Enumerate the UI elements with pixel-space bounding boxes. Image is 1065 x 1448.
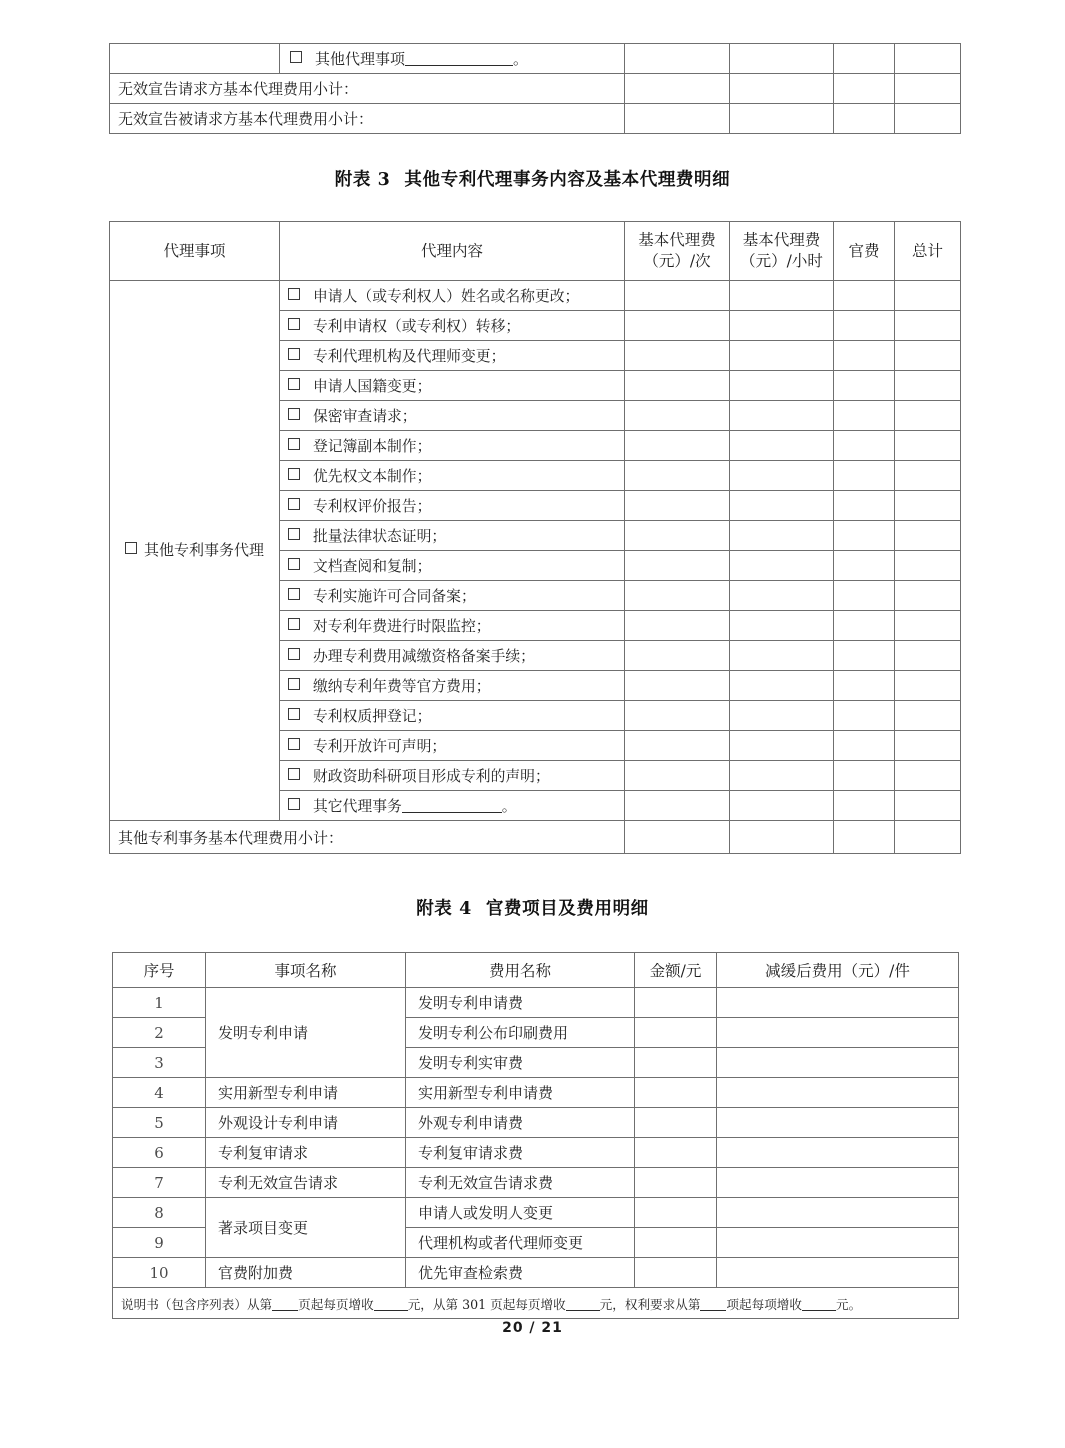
basic-fee-per-hour-cell[interactable]: [730, 641, 834, 671]
table3-item-cell: [280, 611, 625, 641]
basic-fee-per-time-cell[interactable]: [625, 551, 730, 581]
table4-reduced-fee-cell[interactable]: [717, 1228, 959, 1258]
table3-item-cell: [280, 491, 625, 521]
table4-matter-name-cell: 专利无效宣告请求: [206, 1168, 406, 1198]
basic-fee-per-time-cell[interactable]: [625, 791, 730, 821]
table4-reduced-fee-cell[interactable]: [717, 1168, 959, 1198]
basic-fee-per-hour-cell[interactable]: [730, 671, 834, 701]
table-row: [113, 988, 959, 1018]
total-cell[interactable]: [895, 431, 961, 461]
table4-fee-name-cell: 优先审查检索费: [406, 1258, 635, 1288]
checkbox-unchecked-icon[interactable]: [290, 51, 302, 63]
table3-item-cell: [280, 791, 625, 821]
total-cell[interactable]: [895, 521, 961, 551]
basic-fee-per-time-cell[interactable]: [625, 281, 730, 311]
official-fee-cell[interactable]: [834, 431, 895, 461]
table-continuation-invalidation: [109, 43, 961, 134]
table4-matter-name-cell: 专利复审请求: [206, 1138, 406, 1168]
item-terminator: 。: [513, 50, 529, 68]
total-cell[interactable]: [895, 281, 961, 311]
table3-item-label: 专利权评价报告；: [313, 498, 432, 515]
table4-fee-name-cell: 申请人或发明人变更: [406, 1198, 635, 1228]
table4-index-cell: 4: [113, 1078, 206, 1108]
official-fee-cell[interactable]: [834, 311, 895, 341]
fill-in-blank[interactable]: [402, 812, 502, 813]
total-cell[interactable]: [895, 581, 961, 611]
table4-amount-cell[interactable]: [635, 1258, 717, 1288]
table4-fee-name-cell: 发明专利申请费: [406, 988, 635, 1018]
total-cell[interactable]: [895, 341, 961, 371]
table4-header-matter-name: 事项名称: [206, 953, 406, 988]
basic-fee-per-time-cell[interactable]: [625, 431, 730, 461]
table3-header-official-fee: 官费: [834, 222, 895, 281]
official-fee-cell[interactable]: [834, 371, 895, 401]
checkbox-unchecked-icon[interactable]: [288, 648, 300, 660]
checkbox-unchecked-icon[interactable]: [288, 378, 300, 390]
table4-amount-cell[interactable]: [635, 1018, 717, 1048]
basic-fee-per-hour-cell[interactable]: [730, 281, 834, 311]
official-fee-cell[interactable]: [834, 581, 895, 611]
table3-category-cell: [110, 281, 280, 821]
basic-fee-per-time-cell[interactable]: [625, 611, 730, 641]
total-cell[interactable]: [895, 74, 961, 104]
official-fee-cell[interactable]: [834, 341, 895, 371]
basic-fee-per-time-cell[interactable]: [625, 671, 730, 701]
table3-item-label: 优先权文本制作；: [313, 468, 432, 485]
table4-fee-name-cell: 实用新型专利申请费: [406, 1078, 635, 1108]
table4-header-row: [113, 953, 959, 988]
table4-note-row: [113, 1288, 959, 1319]
table3-category-label: 其他专利事务代理: [143, 541, 264, 560]
table4-index-cell: 2: [113, 1018, 206, 1048]
table3-caption-title: 其他专利代理事务内容及基本代理费明细: [404, 170, 731, 190]
table3-item-cell: [280, 521, 625, 551]
table4-matter-name-cell: 外观设计专利申请: [206, 1108, 406, 1138]
basic-fee-per-time-cell[interactable]: [625, 371, 730, 401]
total-cell[interactable]: [895, 461, 961, 491]
basic-fee-per-hour-cell[interactable]: [730, 521, 834, 551]
official-fee-cell[interactable]: [834, 401, 895, 431]
table3-item-cell: [280, 281, 625, 311]
table-row: [110, 44, 961, 74]
checkbox-unchecked-icon[interactable]: [288, 708, 300, 720]
header-line-1: 基本代理费: [638, 231, 716, 250]
table4-amount-cell[interactable]: [635, 1138, 717, 1168]
fill-in-blank[interactable]: [374, 1310, 408, 1311]
table-row: [110, 281, 961, 311]
table4-reduced-fee-cell[interactable]: [717, 1078, 959, 1108]
note-part-3: 元，从第 301 页起每页增收: [407, 1296, 566, 1312]
total-cell[interactable]: [895, 731, 961, 761]
total-cell[interactable]: [895, 791, 961, 821]
table3-item-label: 专利实施许可合同备案；: [313, 588, 476, 605]
basic-fee-per-hour-cell[interactable]: [730, 491, 834, 521]
table4-header-amount: 金额/元: [635, 953, 717, 988]
basic-fee-per-hour-cell[interactable]: [730, 341, 834, 371]
table3-item-cell: [280, 401, 625, 431]
basic-fee-per-time-cell[interactable]: [625, 461, 730, 491]
table4-index-cell: 3: [113, 1048, 206, 1078]
table4-index-cell: 8: [113, 1198, 206, 1228]
fill-in-blank[interactable]: [405, 65, 513, 66]
checkbox-unchecked-icon[interactable]: [288, 438, 300, 450]
table3-item-label: 保密审查请求；: [313, 408, 417, 425]
table4-header-fee-name: 费用名称: [406, 953, 635, 988]
table4-reduced-fee-cell[interactable]: [717, 1138, 959, 1168]
page-number: 20 / 21: [502, 1320, 563, 1336]
basic-fee-per-hour-cell[interactable]: [730, 611, 834, 641]
official-fee-cell[interactable]: [834, 551, 895, 581]
basic-fee-per-time-cell[interactable]: [625, 401, 730, 431]
note-part-5: 项起每项增收: [726, 1296, 802, 1312]
total-cell[interactable]: [895, 671, 961, 701]
table4-index-cell: 9: [113, 1228, 206, 1258]
official-fee-cell[interactable]: [834, 104, 895, 134]
basic-fee-per-time-cell[interactable]: [625, 44, 730, 74]
official-fee-cell[interactable]: [834, 641, 895, 671]
table3-item-cell: [280, 461, 625, 491]
official-fee-cell[interactable]: [834, 44, 895, 74]
total-cell[interactable]: [895, 551, 961, 581]
basic-fee-per-time-cell[interactable]: [625, 761, 730, 791]
table4-header-reduced-fee: 减缓后费用（元）/件: [717, 953, 959, 988]
table4-index-cell: 10: [113, 1258, 206, 1288]
item-terminator: 。: [501, 798, 517, 815]
table3-other-patent-agency-matters: [109, 221, 961, 854]
official-fee-cell[interactable]: [834, 821, 895, 854]
table-row: [113, 1258, 959, 1288]
checkbox-unchecked-icon[interactable]: [288, 738, 300, 750]
basic-fee-per-hour-cell[interactable]: [730, 581, 834, 611]
header-line-1: 基本代理费: [742, 231, 821, 250]
official-fee-cell[interactable]: [834, 281, 895, 311]
basic-fee-per-hour-cell[interactable]: [730, 74, 834, 104]
checkbox-unchecked-icon[interactable]: [288, 348, 300, 360]
table3-item-label: 专利权质押登记；: [313, 708, 432, 725]
table3-item-label: 申请人（或专利权人）姓名或名称更改；: [313, 288, 580, 305]
table4-amount-cell[interactable]: [635, 1168, 717, 1198]
basic-fee-per-time-cell[interactable]: [625, 581, 730, 611]
total-cell[interactable]: [895, 371, 961, 401]
top-table-category-cell: [110, 44, 280, 74]
table3-item-cell: [280, 431, 625, 461]
table4-fee-name-cell: 发明专利公布印刷费用: [406, 1018, 635, 1048]
table4-amount-cell[interactable]: [635, 1228, 717, 1258]
basic-fee-per-hour-cell[interactable]: [730, 431, 834, 461]
subtotal-label-requester: 无效宣告请求方基本代理费用小计：: [110, 74, 625, 104]
basic-fee-per-hour-cell[interactable]: [730, 551, 834, 581]
table4-header-index: 序号: [113, 953, 206, 988]
note-part-2: 页起每页增收: [298, 1296, 374, 1312]
table-row: [110, 104, 961, 134]
table3-header-fee-per-time: [625, 222, 730, 281]
table4-amount-cell[interactable]: [635, 1048, 717, 1078]
table4-caption-title: 官费项目及费用明细: [485, 899, 649, 919]
table3-item-cell: [280, 671, 625, 701]
total-cell[interactable]: [895, 641, 961, 671]
note-part-1: 说明书（包含序列表）从第: [121, 1296, 273, 1312]
table3-item-label: 专利开放许可声明；: [313, 738, 447, 755]
table3-item-cell: [280, 761, 625, 791]
table3-item-cell: [280, 731, 625, 761]
basic-fee-per-time-cell[interactable]: [625, 641, 730, 671]
table4-official-fee-items: [112, 952, 959, 1319]
official-fee-cell[interactable]: [834, 701, 895, 731]
total-cell[interactable]: [895, 491, 961, 521]
table3-header-fee-per-hour: [730, 222, 834, 281]
table4-fee-name-cell: 专利无效宣告请求费: [406, 1168, 635, 1198]
basic-fee-per-hour-cell[interactable]: [730, 791, 834, 821]
basic-fee-per-hour-cell[interactable]: [730, 731, 834, 761]
checkbox-unchecked-icon[interactable]: [288, 678, 300, 690]
table4-index-cell: 5: [113, 1108, 206, 1138]
table3-item-cell: [280, 551, 625, 581]
table3-item-cell: [280, 701, 625, 731]
table4-caption: [0, 895, 1065, 920]
table3-item-label: 专利代理机构及代理师变更；: [313, 348, 506, 365]
total-cell[interactable]: [895, 401, 961, 431]
checkbox-unchecked-icon[interactable]: [288, 468, 300, 480]
fill-in-blank[interactable]: [802, 1310, 836, 1311]
table4-fee-name-cell: 发明专利实审费: [406, 1048, 635, 1078]
table4-reduced-fee-cell[interactable]: [717, 1258, 959, 1288]
table3-item-label: 办理专利费用减缴资格备案手续；: [313, 648, 535, 665]
basic-fee-per-time-cell[interactable]: [625, 701, 730, 731]
table4-note-cell: [113, 1288, 959, 1319]
official-fee-cell[interactable]: [834, 491, 895, 521]
table4-index-cell: 7: [113, 1168, 206, 1198]
checkbox-unchecked-icon[interactable]: [288, 618, 300, 630]
table3-subtotal-row: [110, 821, 961, 854]
top-table-item-label: 其他代理事项: [315, 50, 406, 68]
basic-fee-per-hour-cell[interactable]: [730, 701, 834, 731]
table3-item-label: 文档查阅和复制；: [313, 558, 432, 575]
fill-in-blank[interactable]: [700, 1310, 726, 1311]
total-cell[interactable]: [895, 611, 961, 641]
header-line-2: （元）/小时: [740, 252, 823, 270]
table-row: [113, 1198, 959, 1228]
basic-fee-per-hour-cell[interactable]: [730, 44, 834, 74]
fill-in-blank[interactable]: [566, 1310, 600, 1311]
checkbox-unchecked-icon[interactable]: [288, 588, 300, 600]
table3-item-cell: [280, 311, 625, 341]
fill-in-blank[interactable]: [272, 1310, 298, 1311]
checkbox-unchecked-icon[interactable]: [288, 498, 300, 510]
table4-fee-name-cell: 专利复审请求费: [406, 1138, 635, 1168]
table3-item-label: 专利申请权（或专利权）转移；: [313, 318, 521, 335]
checkbox-unchecked-icon[interactable]: [288, 408, 300, 420]
table4-reduced-fee-cell[interactable]: [717, 988, 959, 1018]
table3-item-cell: [280, 341, 625, 371]
total-cell[interactable]: [895, 761, 961, 791]
table4-matter-name-cell: 著录项目变更: [206, 1198, 406, 1258]
table4-fee-name-cell: 外观专利申请费: [406, 1108, 635, 1138]
table4-reduced-fee-cell[interactable]: [717, 1018, 959, 1048]
official-fee-cell[interactable]: [834, 761, 895, 791]
basic-fee-per-time-cell[interactable]: [625, 104, 730, 134]
official-fee-cell[interactable]: [834, 461, 895, 491]
table3-item-label: 财政资助科研项目形成专利的声明；: [313, 768, 550, 785]
table3-header-content: 代理内容: [280, 222, 625, 281]
table4-index-cell: 1: [113, 988, 206, 1018]
table3-item-label: 缴纳专利年费等官方费用；: [313, 678, 491, 695]
note-part-4: 元，权利要求从第: [599, 1296, 701, 1312]
basic-fee-per-time-cell[interactable]: [625, 521, 730, 551]
table3-item-cell: [280, 641, 625, 671]
table4-reduced-fee-cell[interactable]: [717, 1048, 959, 1078]
table3-header-total: 总计: [895, 222, 961, 281]
basic-fee-per-time-cell[interactable]: [625, 731, 730, 761]
total-cell[interactable]: [895, 44, 961, 74]
basic-fee-per-time-cell[interactable]: [625, 821, 730, 854]
table3-subtotal-label: 其他专利事务基本代理费用小计：: [110, 821, 625, 854]
table4-reduced-fee-cell[interactable]: [717, 1198, 959, 1228]
table-row: [113, 1138, 959, 1168]
basic-fee-per-time-cell[interactable]: [625, 491, 730, 521]
table3-item-label: 其它代理事务: [313, 798, 402, 815]
table3-caption: [0, 166, 1065, 191]
table-row: [113, 1168, 959, 1198]
basic-fee-per-hour-cell[interactable]: [730, 761, 834, 791]
checkbox-unchecked-icon[interactable]: [125, 542, 137, 554]
subtotal-label-respondent: 无效宣告被请求方基本代理费用小计：: [110, 104, 625, 134]
header-line-2: （元）/次: [643, 252, 711, 270]
table-row: [110, 74, 961, 104]
checkbox-unchecked-icon[interactable]: [288, 528, 300, 540]
table3-caption-number: 附表 3: [334, 170, 391, 190]
table-row: [113, 1108, 959, 1138]
basic-fee-per-time-cell[interactable]: [625, 341, 730, 371]
table4-index-cell: 6: [113, 1138, 206, 1168]
checkbox-unchecked-icon[interactable]: [288, 798, 300, 810]
table4-caption-number: 附表 4: [416, 899, 472, 919]
table3-item-cell: [280, 581, 625, 611]
table3-header-row: [110, 222, 961, 281]
basic-fee-per-time-cell[interactable]: [625, 311, 730, 341]
table4-amount-cell[interactable]: [635, 1198, 717, 1228]
official-fee-cell[interactable]: [834, 791, 895, 821]
official-fee-cell[interactable]: [834, 611, 895, 641]
official-fee-cell[interactable]: [834, 521, 895, 551]
table3-item-label: 对专利年费进行时限监控；: [313, 618, 491, 635]
basic-fee-per-hour-cell[interactable]: [730, 371, 834, 401]
table4-matter-name-cell: 实用新型专利申请: [206, 1078, 406, 1108]
checkbox-unchecked-icon[interactable]: [288, 318, 300, 330]
note-part-6: 元。: [835, 1296, 862, 1312]
top-table-item-cell: [280, 44, 625, 74]
table3-item-label: 批量法律状态证明；: [313, 528, 447, 545]
table4-reduced-fee-cell[interactable]: [717, 1108, 959, 1138]
table4-matter-name-cell: 官费附加费: [206, 1258, 406, 1288]
table4-amount-cell[interactable]: [635, 1078, 717, 1108]
basic-fee-per-hour-cell[interactable]: [730, 461, 834, 491]
basic-fee-per-hour-cell[interactable]: [730, 821, 834, 854]
basic-fee-per-hour-cell[interactable]: [730, 401, 834, 431]
official-fee-cell[interactable]: [834, 74, 895, 104]
table4-amount-cell[interactable]: [635, 988, 717, 1018]
table-row: [113, 1078, 959, 1108]
table4-fee-name-cell: 代理机构或者代理师变更: [406, 1228, 635, 1258]
total-cell[interactable]: [895, 311, 961, 341]
table3-item-cell: [280, 371, 625, 401]
official-fee-cell[interactable]: [834, 671, 895, 701]
total-cell[interactable]: [895, 821, 961, 854]
basic-fee-per-time-cell[interactable]: [625, 74, 730, 104]
table3-header-matter: 代理事项: [110, 222, 280, 281]
official-fee-cell[interactable]: [834, 731, 895, 761]
table4-amount-cell[interactable]: [635, 1108, 717, 1138]
table3-item-label: 申请人国籍变更；: [313, 378, 432, 395]
total-cell[interactable]: [895, 104, 961, 134]
table4-matter-name-cell: 发明专利申请: [206, 988, 406, 1078]
checkbox-unchecked-icon[interactable]: [288, 768, 300, 780]
checkbox-unchecked-icon[interactable]: [288, 288, 300, 300]
table3-item-label: 登记簿副本制作；: [313, 438, 432, 455]
checkbox-unchecked-icon[interactable]: [288, 558, 300, 570]
basic-fee-per-hour-cell[interactable]: [730, 311, 834, 341]
total-cell[interactable]: [895, 701, 961, 731]
basic-fee-per-hour-cell[interactable]: [730, 104, 834, 134]
